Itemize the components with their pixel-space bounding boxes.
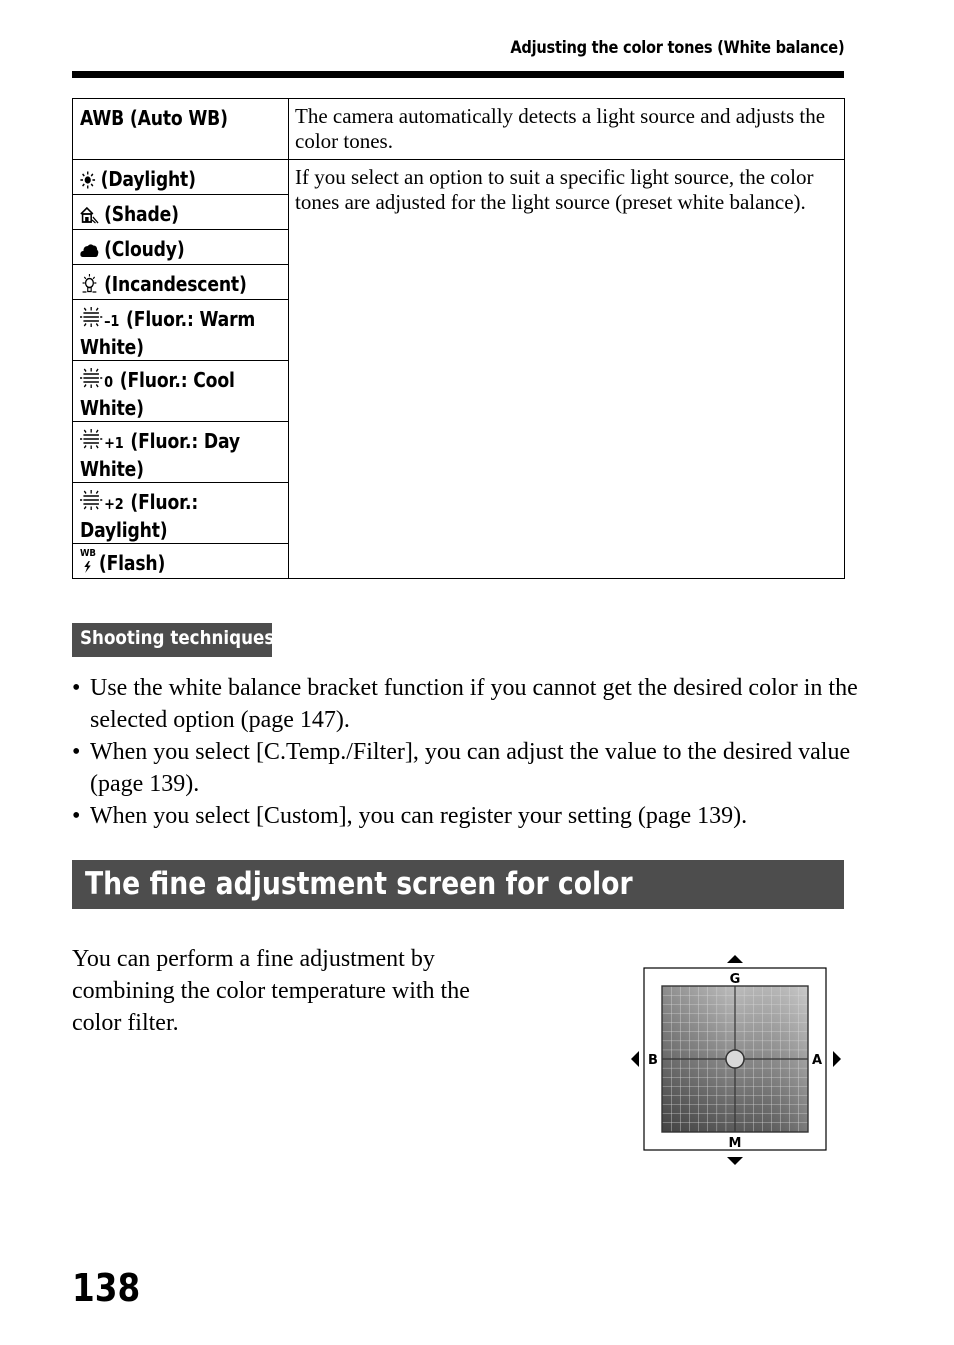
shooting-techniques-label — [72, 623, 275, 657]
cloud-icon — [80, 241, 99, 259]
wb-option-label: (Fluor.: Day White) — [80, 429, 240, 481]
flash-wb-text: WB — [80, 548, 96, 559]
fluorescent-suffix: +1 — [104, 434, 124, 452]
wb-option-cloudy — [73, 230, 289, 265]
wb-option-label: (Fluor.: Daylight) — [80, 490, 199, 542]
wb-option-label: (Shade) — [104, 202, 179, 226]
intro-paragraph: You can perform a fine adjustment by combining the color temperature with the color filter. — [72, 946, 470, 1036]
bulb-icon — [80, 274, 99, 294]
shooting-techniques-text: Shooting techniques — [80, 627, 275, 649]
wb-option-label: (Fluor.: Cool White) — [80, 368, 235, 420]
wb-option-fluor-cool-white — [73, 361, 289, 422]
sun-icon — [80, 171, 95, 189]
wb-option-auto — [73, 99, 289, 160]
wb-desc-auto: The camera automatically detects a light source and adjusts the color tones. — [289, 99, 845, 160]
wb-option-label: (Flash) — [98, 551, 166, 575]
techniques-list — [72, 672, 862, 832]
label-a: A — [811, 1053, 823, 1068]
wb-option-shade — [73, 195, 289, 230]
wb-option-fluor-warm-white — [73, 300, 289, 361]
center-cursor — [726, 1050, 744, 1068]
arrow-left-icon — [631, 1051, 639, 1067]
section-heading — [72, 860, 844, 909]
fluorescent-icon — [80, 429, 102, 451]
flash-wb-icon — [80, 548, 96, 574]
wb-desc-preset: If you select an option to suit a specific light source, the color tones are adjusted for the light source (preset white balance). — [289, 160, 845, 579]
wb-option-label: (Fluor.: Warm White) — [80, 307, 256, 359]
list-item: • Use the white balance bracket function if you cannot get the desired color in the selected option (page 147). — [72, 672, 862, 736]
wb-option-label: (Cloudy) — [104, 237, 185, 261]
fluorescent-icon — [80, 490, 102, 512]
arrow-down-icon — [727, 1157, 743, 1165]
arrow-up-icon — [727, 955, 743, 963]
wb-option-label: (Incandescent) — [104, 272, 247, 296]
section-heading-text: The fine adjustment screen for color — [85, 866, 633, 902]
arrow-right-icon — [833, 1051, 841, 1067]
shade-icon — [80, 206, 99, 224]
label-b: B — [648, 1053, 658, 1068]
wb-option-flash — [73, 544, 289, 579]
fine-adjustment-diagram — [626, 950, 846, 1170]
list-item: • When you select [Custom], you can register your setting (page 139). — [72, 800, 862, 832]
wb-option-label: AWB (Auto WB) — [80, 106, 228, 130]
fluorescent-icon — [80, 307, 102, 329]
page-number: 138 — [72, 1266, 141, 1310]
header-rule — [72, 71, 844, 78]
fluorescent-suffix: 0 — [104, 373, 113, 391]
wb-option-fluor-daylight — [73, 483, 289, 544]
fluorescent-icon — [80, 368, 102, 390]
wb-option-fluor-day-white — [73, 422, 289, 483]
running-header: Adjusting the color tones (White balance) — [509, 38, 844, 58]
label-g: G — [729, 972, 741, 987]
wb-option-incandescent — [73, 265, 289, 300]
wb-option-label: (Daylight) — [100, 167, 196, 191]
white-balance-table — [72, 98, 845, 579]
wb-option-daylight — [73, 160, 289, 195]
fluorescent-suffix: +2 — [104, 495, 124, 513]
label-m: M — [728, 1136, 742, 1151]
list-item: • When you select [C.Temp./Filter], you can adjust the value to the desired value (page 139). — [72, 736, 862, 800]
fluorescent-suffix: –1 — [104, 312, 120, 330]
